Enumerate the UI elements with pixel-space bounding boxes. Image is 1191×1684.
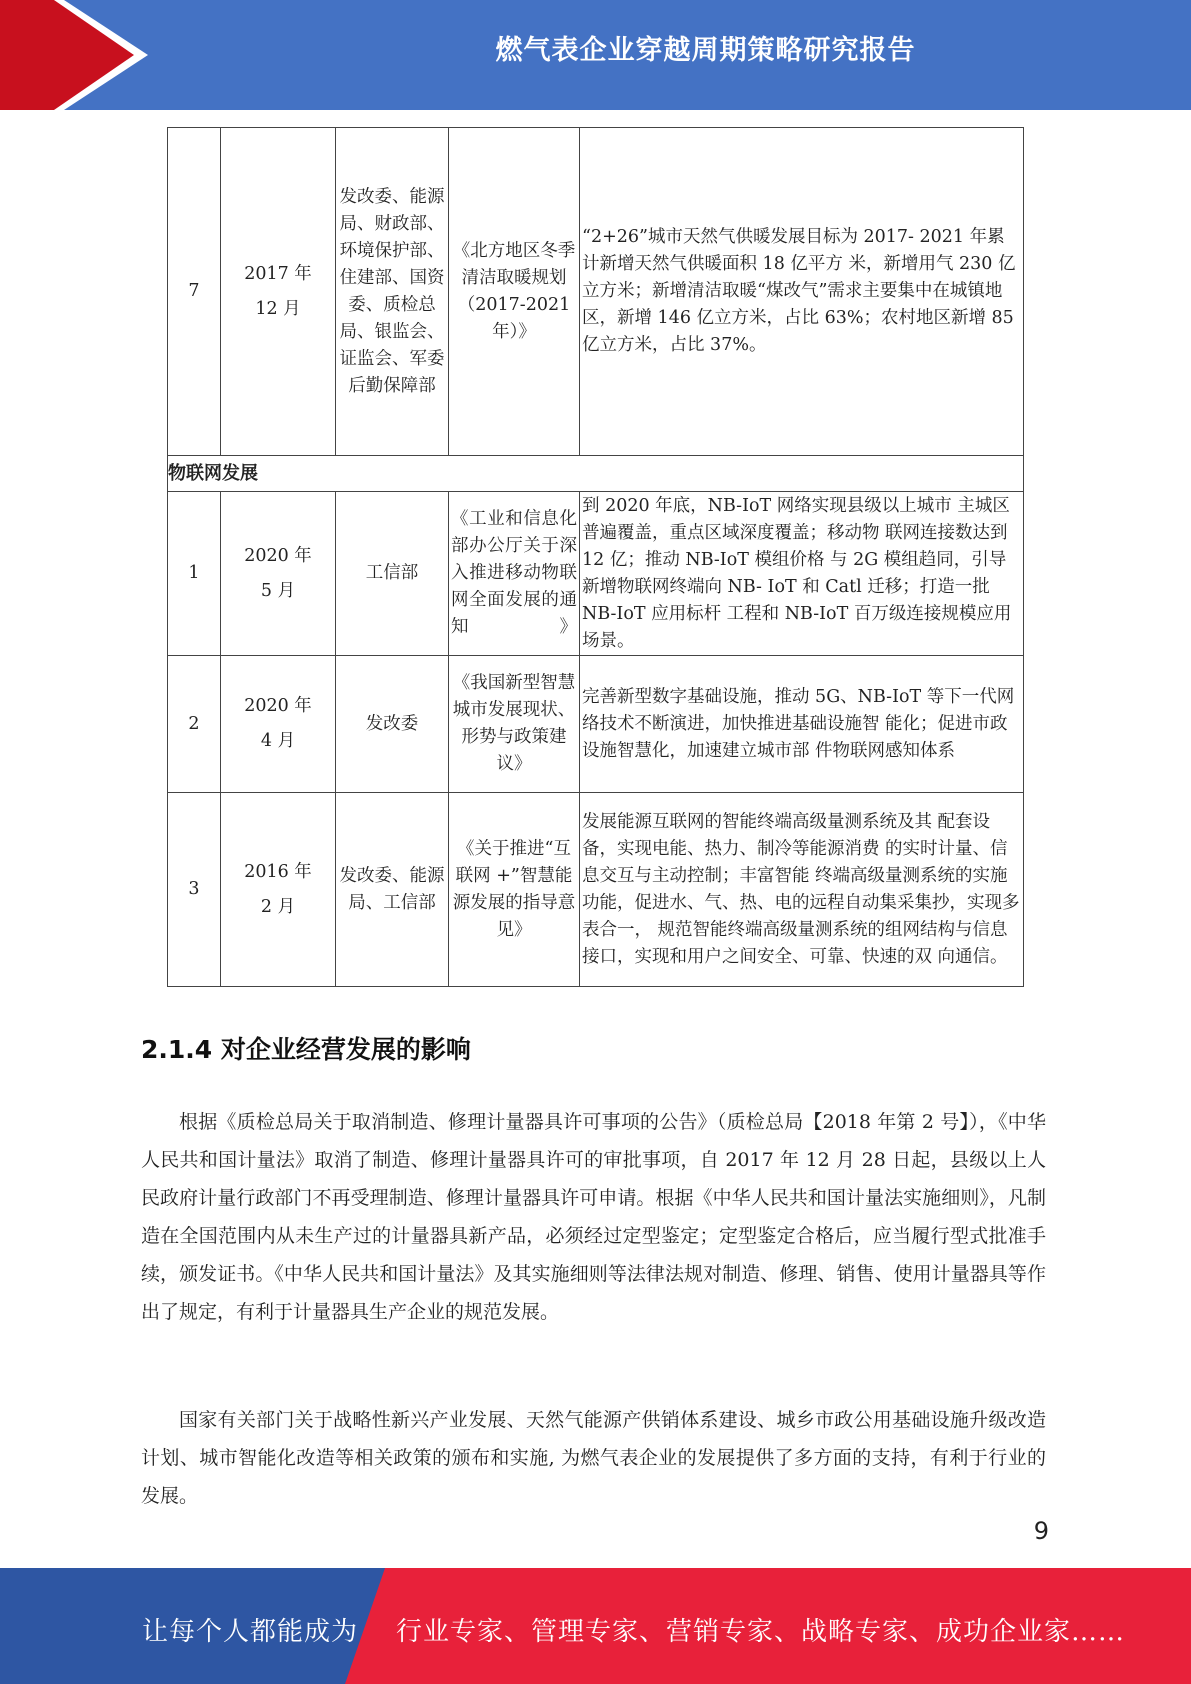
row-department: 发改委 <box>336 656 449 793</box>
row-department: 发改委、能源局、财政部、环境保护部、住建部、国资委、质检总局、银监会、证监会、军委后勤保障部 <box>336 128 449 456</box>
footer-slogan-left: 让每个人都能成为 <box>142 1617 359 1647</box>
date-year: 2020 年 <box>244 545 312 566</box>
page-footer <box>0 1568 1191 1684</box>
table-row <box>168 128 1024 456</box>
row-department: 工信部 <box>336 492 449 656</box>
policy-table <box>167 127 1024 987</box>
row-number: 7 <box>168 128 221 456</box>
row-policy-name: 《工业和信息化部办公厅关于深入推进移动物联网全面发展的通知》 <box>449 492 580 656</box>
table-section-row <box>168 456 1024 492</box>
row-date <box>221 128 336 456</box>
date-year: 2016 年 <box>244 861 312 882</box>
report-title: 燃气表企业穿越周期策略研究报告 <box>495 35 916 66</box>
row-number: 1 <box>168 492 221 656</box>
date-month: 2 月 <box>260 896 296 917</box>
footer-slogan-right: 行业专家、管理专家、营销专家、战略专家、成功企业家…… <box>396 1617 1126 1647</box>
row-content: 完善新型数字基础设施，推动 5G、NB-IoT 等下一代网络技术不断演进，加快推进基础设施智 能化；促进市政设施智慧化，加速建立城市部 件物联网感知体系 <box>580 656 1024 793</box>
body-paragraph: 国家有关部门关于战略性新兴产业发展、天然气能源产供销体系建设、城乡市政公用基础设施升级改造计划、城市智能化改造等相关政策的颁布和实施, 为燃气表企业的发展提供了多方面的支持，有利于行业的发展。 <box>141 1409 1046 1507</box>
row-number: 3 <box>168 793 221 987</box>
row-content: 发展能源互联网的智能终端高级量测系统及其 配套设备，实现电能、热力、制冷等能源消费 的实时计量、信息交互与主动控制；丰富智能 终端高级量测系统的实施功能，促进水、气、热、电的远程自动集采集抄，实现多表合一， 规范智能终端高级量测系统的组网结构与信息 接口，实现和用户之间安全、可靠、快速的双 向通信。 <box>580 793 1024 987</box>
body-paragraph: 根据《质检总局关于取消制造、修理计量器具许可事项的公告》（质检总局【2018 年第 2 号】），《中华人民共和国计量法》取消了制造、修理计量器具许可的审批事项，自 2017 年 12 月 28 日起，县级以上人民政府计量行政部门不再受理制造、修理计量器具许可申请。根据《中华人民共和国计量法实施细则》，凡制造在全国范围内从未生产过的计量器具新产品，必须经过定型鉴定；定型鉴定合格后，应当履行型式批准手续，颁发证书。《中华人民共和国计量法》及其实施细则等法律法规对制造、修理、销售、使用计量器具等作出了规定，有利于计量器具生产企业的规范发展。 <box>141 1111 1046 1323</box>
date-year: 2017 年 <box>244 263 312 284</box>
page-number: 9 <box>1033 1517 1049 1545</box>
header-arrow-icon <box>0 0 160 110</box>
section-label: 物联网发展 <box>168 456 1024 492</box>
row-policy-name: 《关于推进“互联网 +”智慧能 源发展的指导意见》 <box>449 793 580 987</box>
row-content: “2+26”城市天然气供暖发展目标为 2017- 2021 年累计新增天然气供暖面积 18 亿平方 米，新增用气 230 亿立方米；新增清洁取暖“煤改气”需求主要集中在城镇地区，新增 146 亿立方米，占比 63%；农村地区新增 85 亿立方米，占比 37%。 <box>580 128 1024 456</box>
table-row <box>168 793 1024 987</box>
date-year: 2020 年 <box>244 696 312 716</box>
row-date <box>221 793 336 987</box>
date-month: 5 月 <box>260 580 296 601</box>
page-header <box>0 0 1191 110</box>
row-date <box>221 492 336 656</box>
row-content: 到 2020 年底，NB-IoT 网络实现县级以上城市 主城区普遍覆盖，重点区域深度覆盖；移动物 联网连接数达到 12 亿；推动 NB-IoT 模组价格 与 2G 模组趋同，引导新增物联网终端向 NB- IoT 和 Catl 迁移；打造一批 NB-IoT 应用标杆 工程和 NB-IoT 百万级连接规模应用场景。 <box>580 492 1024 656</box>
table-row <box>168 656 1024 793</box>
date-month: 4 月 <box>260 731 296 751</box>
row-date <box>221 656 336 793</box>
row-policy-name: 《我国新型智慧城市发展现状、形势与政策建议》 <box>449 656 580 793</box>
row-policy-name: 《北方地区冬季清洁取暖规划（2017-2021 年）》 <box>449 128 580 456</box>
section-heading: 2.1.4 对企业经营发展的影响 <box>141 1035 471 1064</box>
row-department: 发改委、能源局、工信部 <box>336 793 449 987</box>
date-month: 12 月 <box>255 298 301 319</box>
row-number: 2 <box>168 656 221 793</box>
table-row <box>168 492 1024 656</box>
